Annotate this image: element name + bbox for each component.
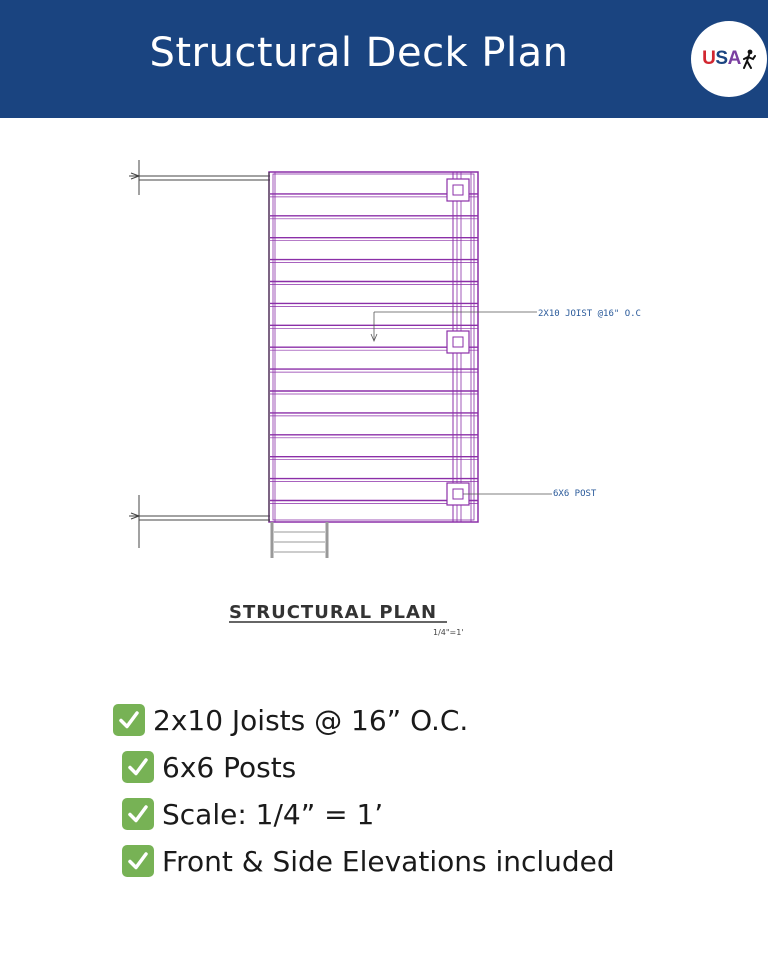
joist-callout-label: 2X10 JOIST @16" O.C [538,309,641,319]
feature-label: Front & Side Elevations included [162,844,615,878]
logo-wordmark: USA [702,48,741,69]
plan-title: STRUCTURAL PLAN [229,602,438,623]
worker-figure-icon [742,49,756,69]
feature-item-scale [122,792,733,836]
dimension-marker-top [129,160,270,195]
deck-framing [129,160,552,558]
post-callout-label: 6X6 POST [553,489,597,499]
usa-logo [691,21,767,97]
feature-label: Scale: 1/4” = 1’ [162,797,384,831]
feature-item-posts [122,745,733,789]
feature-label: 6x6 Posts [162,750,297,784]
check-icon [122,845,154,877]
plan-scale: 1/4"=1' [433,628,464,637]
structural-plan-drawing [0,118,768,678]
post-top [447,179,469,201]
feature-list [113,698,733,886]
check-icon [122,751,154,783]
check-icon [122,798,154,830]
stairs [272,522,327,558]
post-middle [447,331,469,353]
check-icon [113,704,145,736]
feature-label: 2x10 Joists @ 16” O.C. [153,703,469,737]
feature-item-elevations [122,839,733,883]
page-title: Structural Deck Plan [149,30,569,76]
dimension-marker-bottom [129,495,270,548]
feature-item-joists [113,698,733,742]
header-banner [0,0,768,118]
